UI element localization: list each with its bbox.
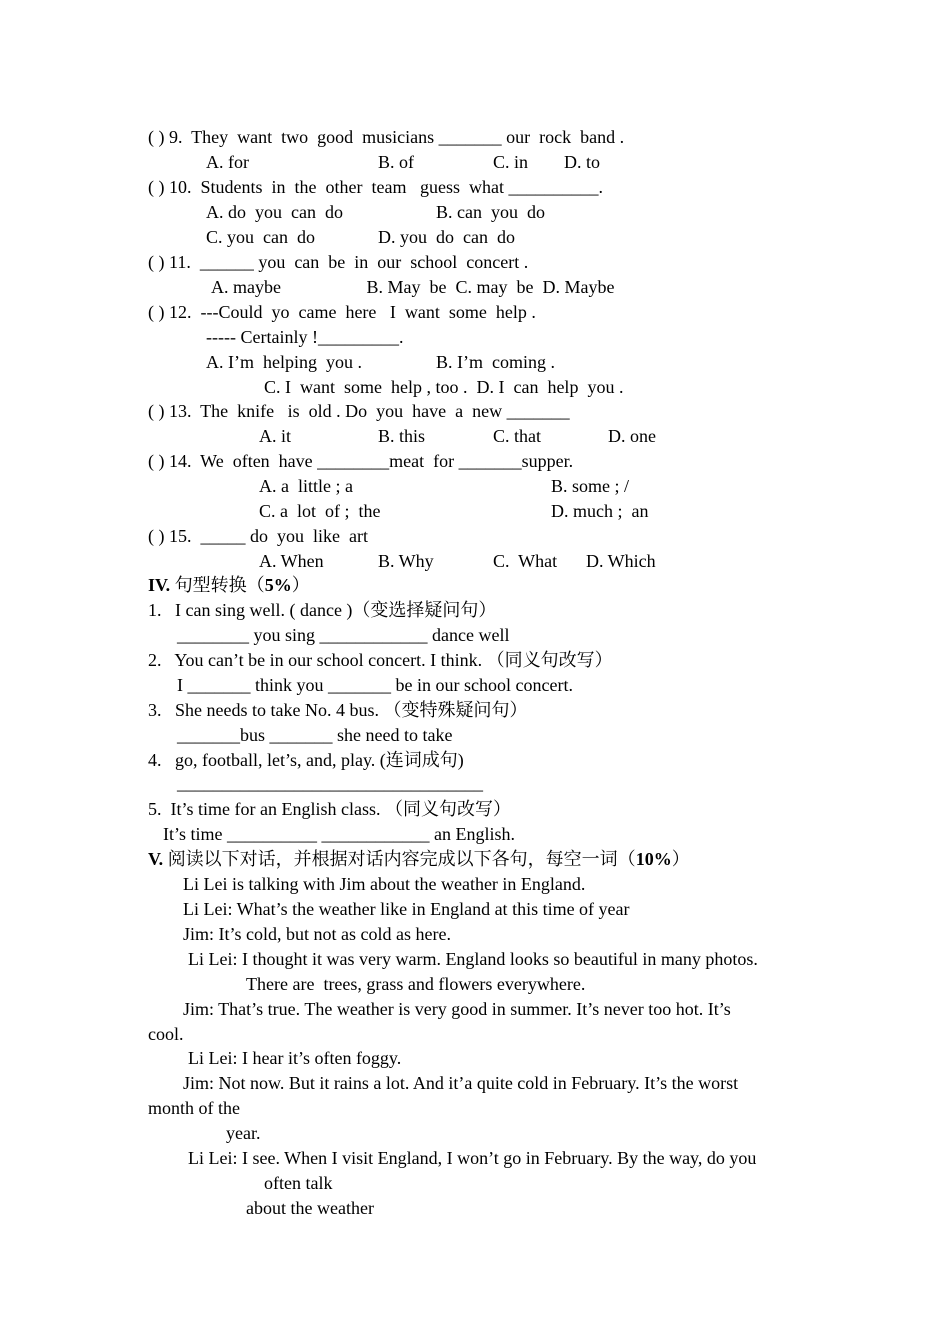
sentence-2: 2. You can’t be in our school concert. I think. （同义句改写） [148,650,613,670]
q14-option-c: C. a lot of ; the [259,501,381,521]
q13-option-a: A. it [259,426,292,446]
question-11: ( ) 11. ______ you can be in our school concert . [148,252,529,272]
q15-option-a: A. When [259,551,324,571]
dialogue-line: Jim: It’s cold, but not as cold as here. [183,924,451,944]
q12-options-cd: C. I want some help , too . D. I can help you . [264,377,624,397]
q10-option-c: C. you can do [206,227,315,247]
sentence-1: 1. I can sing well. ( dance )（变选择疑问句） [148,600,497,620]
question-15: ( ) 15. _____ do you like art [148,526,368,546]
q15-option-d: D. Which [586,551,656,571]
dialogue-line: Li Lei: What’s the weather like in England at this time of year [183,899,630,919]
q14-option-a: A. a little ; a [259,476,353,496]
sentence-5-answer: It’s time __________ ____________ an English. [163,824,515,844]
section-4-roman: IV. [148,575,171,595]
section-5-close: ） [671,849,690,869]
q12-response: ----- Certainly !_________. [206,327,404,347]
q14-option-b: B. some ; / [551,476,630,496]
sentence-4-answer: __________________________________ [177,773,483,793]
sentence-4: 4. go, football, let’s, and, play. (连词成句) [148,750,464,770]
dialogue-line: Li Lei: I hear it’s often foggy. [188,1048,402,1068]
section-5-heading [148,848,690,870]
q13-option-c: C. that [493,426,541,446]
section-4-percent: 5% [264,575,292,595]
dialogue-line: Li Lei: I see. When I visit England, I won’t go in February. By the way, do you [188,1148,757,1168]
dialogue-line: Li Lei is talking with Jim about the weather in England. [183,874,586,894]
dialogue-line: cool. [148,1024,184,1044]
dialogue-line: Jim: Not now. But it rains a lot. And it’a quite cold in February. It’s the worst [183,1073,739,1093]
section-4-close: ） [291,575,310,595]
q13-option-b: B. this [378,426,426,446]
question-10: ( ) 10. Students in the other team guess what __________. [148,177,603,197]
q12-option-b: B. I’m coming . [436,352,555,372]
question-12: ( ) 12. ---Could yo came here I want some help . [148,302,536,322]
question-9: ( ) 9. They want two good musicians _______ our rock band . [148,127,625,147]
q10-option-b: B. can you do [436,202,545,222]
q9-option-c: C. in [493,152,529,172]
dialogue-line: month of the [148,1098,240,1118]
q13-option-d: D. one [608,426,656,446]
dialogue-line: Jim: That’s true. The weather is very good in summer. It’s never too hot. It’s [183,999,731,1019]
dialogue-line: Li Lei: I thought it was very warm. England looks so beautiful in many photos. [188,949,758,969]
dialogue-line: about the weather [246,1198,374,1218]
sentence-3: 3. She needs to take No. 4 bus. （变特殊疑问句） [148,700,528,720]
question-13: ( ) 13. The knife is old . Do you have a new _______ [148,401,570,421]
q15-option-b: B. Why [378,551,434,571]
section-5-title: 阅读以下对话，并根据对话内容完成以下各句，每空一词（ [163,849,636,869]
section-4-title: 句型转换（ [170,575,265,595]
sentence-3-answer: _______bus _______ she need to take [177,725,453,745]
q9-option-b: B. of [378,152,414,172]
q12-option-a: A. I’m helping you . [206,352,362,372]
q14-option-d: D. much ; an [551,501,649,521]
section-5-percent: 10% [635,849,672,869]
dialogue-line: often talk [264,1173,333,1193]
dialogue-line: There are trees, grass and flowers everywhere. [246,974,586,994]
q10-option-a: A. do you can do [206,202,343,222]
sentence-5: 5. It’s time for an English class. （同义句改写） [148,799,511,819]
q11-options: A. maybe B. May be C. may be D. Maybe [211,277,615,297]
q15-option-c: C. What [493,551,558,571]
section-5-roman: V. [148,849,164,869]
q9-option-d: D. to [564,152,600,172]
section-4-heading [148,574,310,596]
dialogue-line: year. [226,1123,261,1143]
question-14: ( ) 14. We often have ________meat for _______supper. [148,451,574,471]
sentence-2-answer: I _______ think you _______ be in our school concert. [177,675,573,695]
q10-option-d: D. you do can do [378,227,515,247]
sentence-1-answer: ________ you sing ____________ dance well [177,625,510,645]
q9-option-a: A. for [206,152,249,172]
